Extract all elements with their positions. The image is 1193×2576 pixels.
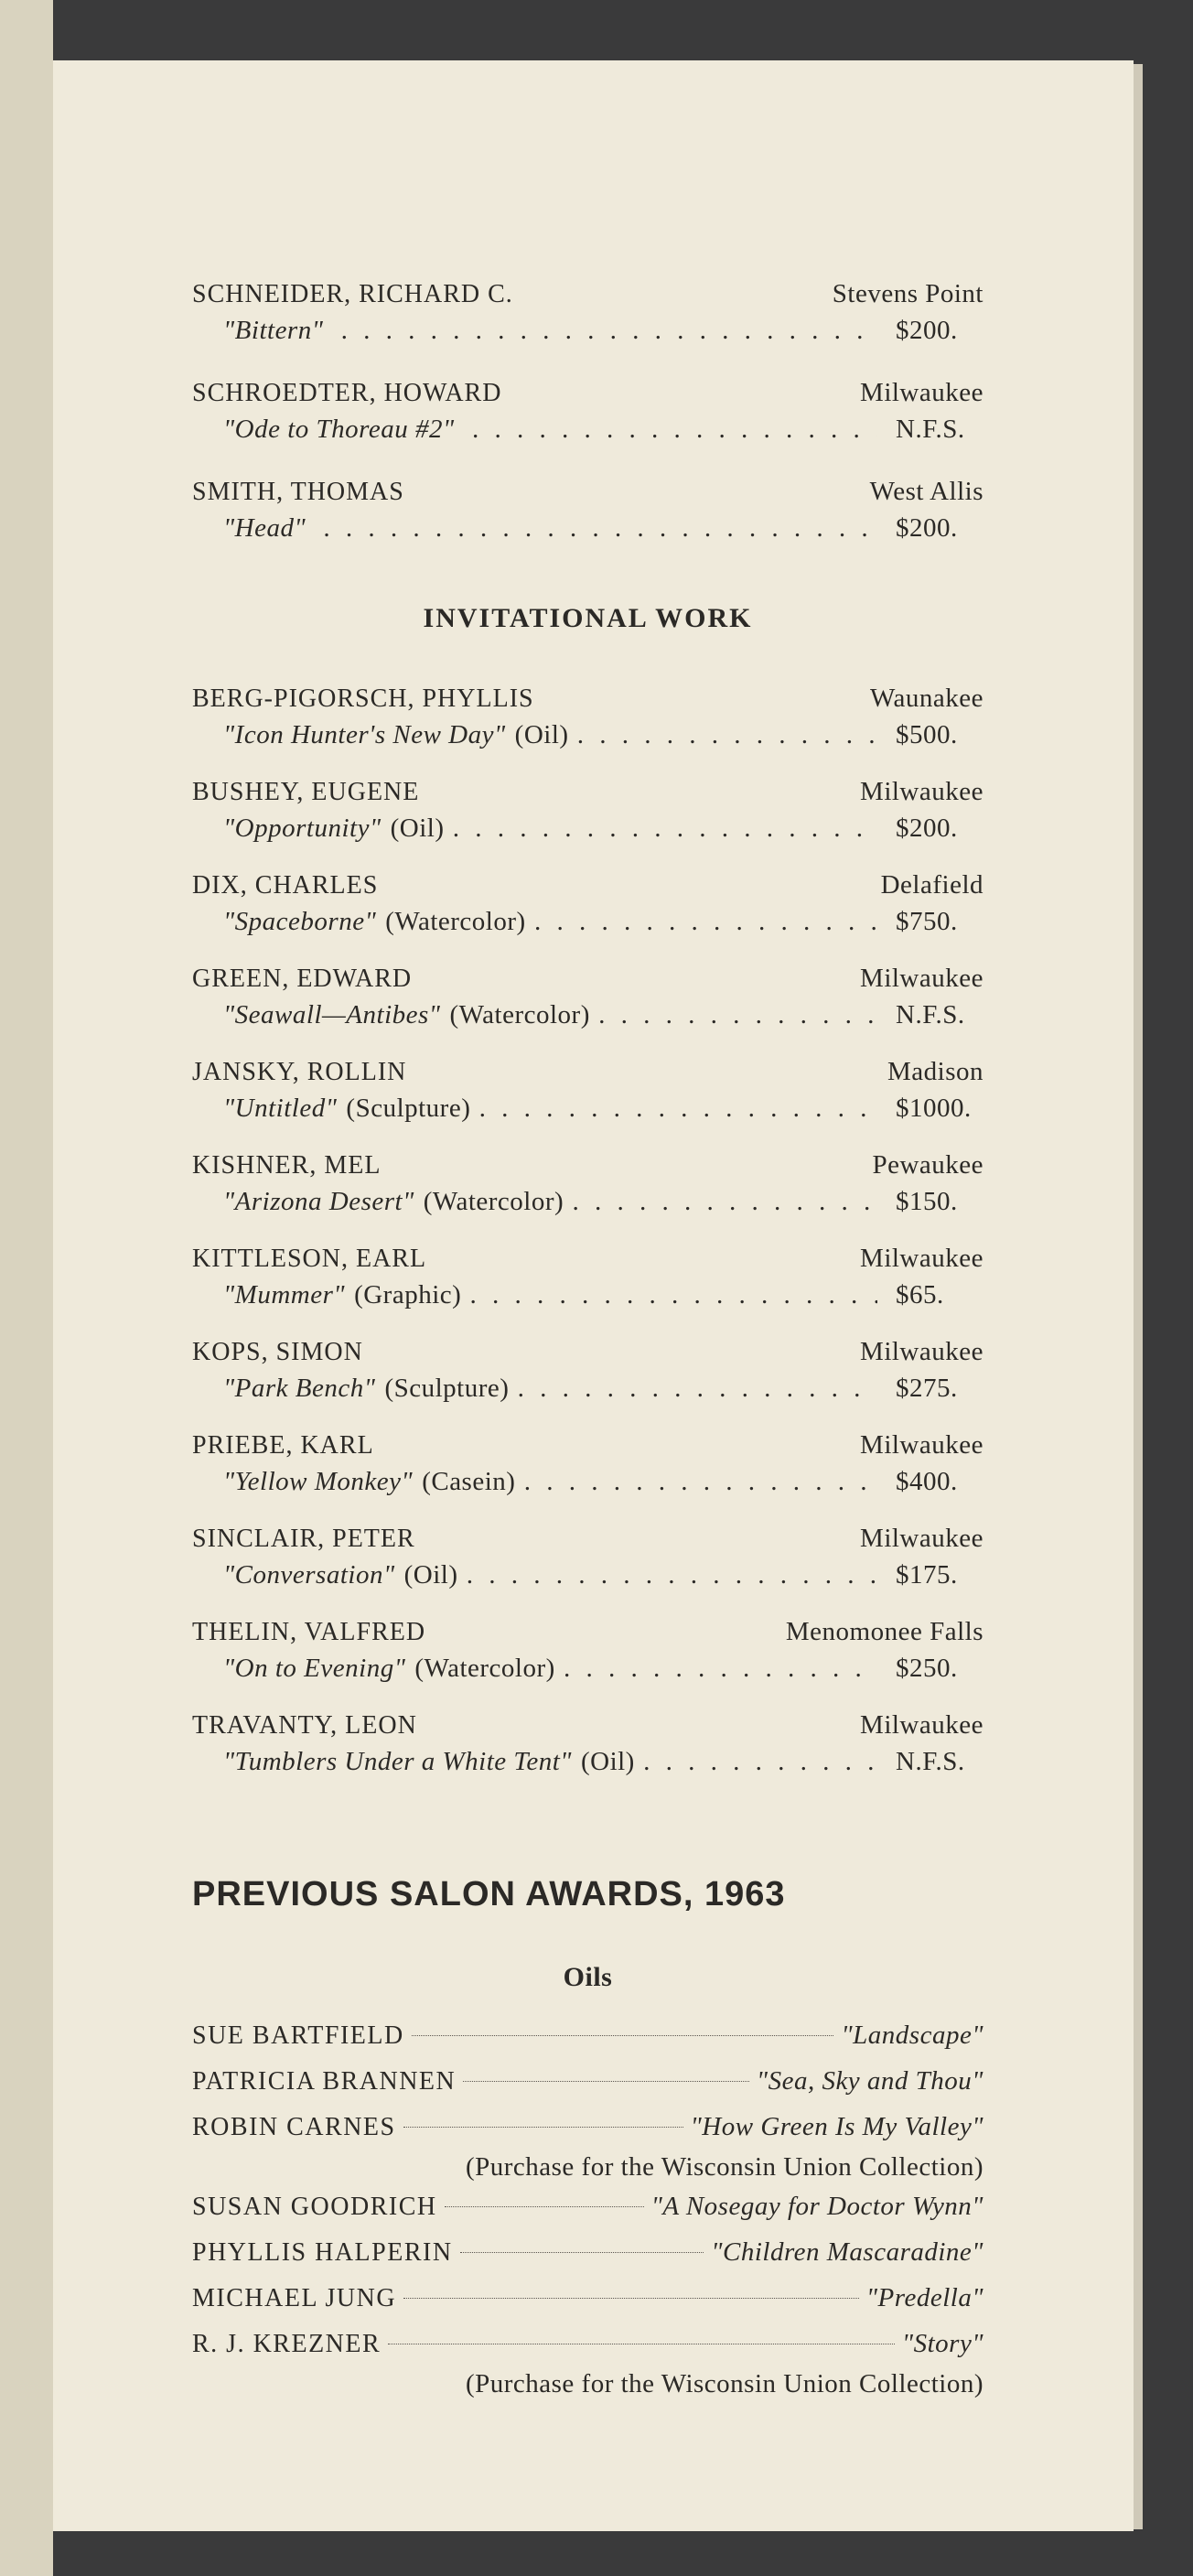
award-row bbox=[192, 2192, 983, 2237]
page-content bbox=[192, 279, 983, 2409]
work-medium: (Casein) bbox=[422, 1467, 516, 1496]
artist-name: KITTLESON, EARL bbox=[192, 1245, 427, 1273]
entry-header bbox=[192, 777, 983, 814]
work-title: "Ode to Thoreau #2" bbox=[223, 415, 455, 444]
work-price: $250. bbox=[896, 1654, 958, 1683]
work-title: "Head" bbox=[223, 513, 306, 543]
leader-line bbox=[403, 2298, 859, 2299]
work-title: "Untitled" bbox=[223, 1094, 338, 1123]
entry bbox=[192, 684, 983, 757]
leader-dots bbox=[518, 1374, 877, 1404]
entry-header bbox=[192, 1244, 983, 1280]
work-title: "Arizona Desert" bbox=[223, 1187, 414, 1216]
work-price: $200. bbox=[896, 814, 958, 843]
work-price: $150. bbox=[896, 1187, 958, 1216]
artist-name: THELIN, VALFRED bbox=[192, 1618, 426, 1646]
entry-header bbox=[192, 684, 983, 720]
leader-line bbox=[445, 2206, 644, 2207]
work-medium: (Oil) bbox=[514, 720, 569, 749]
leader-dots bbox=[599, 1000, 877, 1030]
entry bbox=[192, 1244, 983, 1317]
leader-dots bbox=[454, 814, 877, 844]
award-winner-name: MICHAEL JUNG bbox=[192, 2284, 397, 2312]
artist-name: BERG-PIGORSCH, PHYLLIS bbox=[192, 684, 534, 713]
entry bbox=[192, 1337, 983, 1410]
work-medium: (Oil) bbox=[390, 814, 445, 843]
entry bbox=[192, 777, 983, 850]
entry-header bbox=[192, 1150, 983, 1187]
awards-subheading: Oils bbox=[563, 1962, 613, 1992]
award-work-title: "Predella" bbox=[865, 2283, 983, 2312]
awards-heading: PREVIOUS SALON AWARDS, 1963 bbox=[192, 1875, 786, 1913]
work-price: N.F.S. bbox=[896, 1000, 965, 1029]
leader-dots bbox=[524, 1467, 877, 1497]
work-price: $400. bbox=[896, 1467, 958, 1496]
award-row bbox=[192, 2021, 983, 2066]
work-title: "Yellow Monkey" bbox=[223, 1467, 414, 1496]
work-price: $175. bbox=[896, 1560, 958, 1590]
award-work-title: "Sea, Sky and Thou" bbox=[756, 2066, 983, 2096]
entry bbox=[192, 1524, 983, 1597]
work-medium: (Watercolor) bbox=[449, 1000, 590, 1029]
leader-dots bbox=[324, 513, 877, 544]
leader-dots bbox=[470, 1280, 877, 1310]
entry-work bbox=[192, 1747, 983, 1784]
artist-location: Milwaukee bbox=[860, 1244, 983, 1273]
leader-dots bbox=[573, 1187, 877, 1217]
artist-location: Waunakee bbox=[869, 684, 983, 713]
entry-work bbox=[192, 1280, 983, 1317]
artist-name: JANSKY, ROLLIN bbox=[192, 1058, 407, 1086]
award-work-title: "Landscape" bbox=[841, 2021, 983, 2050]
artist-location: Milwaukee bbox=[860, 1337, 983, 1366]
work-medium: (Oil) bbox=[403, 1560, 458, 1590]
adjacent-page-edge bbox=[0, 0, 53, 2576]
work-price: N.F.S. bbox=[896, 415, 965, 444]
entry bbox=[192, 870, 983, 943]
entry-work bbox=[192, 513, 983, 550]
work-title: "Spaceborne" bbox=[223, 907, 377, 936]
artist-location: Milwaukee bbox=[860, 964, 983, 993]
leader-dots bbox=[644, 1747, 877, 1777]
artist-name: SCHNEIDER, RICHARD C. bbox=[192, 280, 513, 308]
entry-work bbox=[192, 1467, 983, 1504]
work-medium: (Watercolor) bbox=[414, 1654, 555, 1683]
award-winner-name: PHYLLIS HALPERIN bbox=[192, 2238, 453, 2267]
artist-location: Milwaukee bbox=[860, 1710, 983, 1740]
artist-name: GREEN, EDWARD bbox=[192, 965, 413, 993]
work-title: "Opportunity" bbox=[223, 814, 382, 843]
entry bbox=[192, 1057, 983, 1130]
work-price: N.F.S. bbox=[896, 1747, 965, 1776]
award-row bbox=[192, 2237, 983, 2283]
work-title: "Bittern" bbox=[223, 316, 324, 345]
artist-location: West Allis bbox=[869, 477, 983, 506]
leader-dots bbox=[564, 1654, 877, 1684]
leader-dots bbox=[578, 720, 877, 750]
entry bbox=[192, 378, 983, 451]
artist-name: SCHROEDTER, HOWARD bbox=[192, 379, 502, 407]
award-work-title: "How Green Is My Valley" bbox=[690, 2112, 983, 2141]
award-note: (Purchase for the Wisconsin Union Collection) bbox=[465, 2369, 983, 2398]
entry-header bbox=[192, 1617, 983, 1654]
invitational-list bbox=[192, 684, 983, 1784]
leader-dots bbox=[473, 415, 877, 445]
entry-work bbox=[192, 1094, 983, 1130]
artist-location: Milwaukee bbox=[860, 1430, 983, 1460]
artist-name: KOPS, SIMON bbox=[192, 1338, 363, 1366]
award-winner-name: R. J. KREZNER bbox=[192, 2330, 382, 2358]
artist-name: SMITH, THOMAS bbox=[192, 478, 404, 506]
entry bbox=[192, 1617, 983, 1690]
entry-work bbox=[192, 720, 983, 757]
leader-dots bbox=[535, 907, 877, 937]
award-row bbox=[192, 2283, 983, 2329]
artist-location: Delafield bbox=[880, 870, 983, 900]
leader-line bbox=[460, 2252, 704, 2253]
entry-work bbox=[192, 1000, 983, 1037]
entry-header bbox=[192, 378, 983, 415]
work-medium: (Sculpture) bbox=[346, 1094, 471, 1123]
artist-location: Pewaukee bbox=[872, 1150, 983, 1180]
entry-work bbox=[192, 907, 983, 943]
entry bbox=[192, 1710, 983, 1784]
entry bbox=[192, 1150, 983, 1223]
leader-line bbox=[403, 2127, 683, 2128]
award-winner-name: ROBIN CARNES bbox=[192, 2113, 396, 2141]
work-price: $200. bbox=[896, 316, 958, 345]
entry-header bbox=[192, 1430, 983, 1467]
artist-name: BUSHEY, EUGENE bbox=[192, 778, 420, 806]
work-price: $1000. bbox=[896, 1094, 972, 1123]
work-title: "Conversation" bbox=[223, 1560, 395, 1590]
award-work-title: "Story" bbox=[901, 2329, 983, 2358]
entries-list bbox=[192, 279, 983, 550]
artist-name: SINCLAIR, PETER bbox=[192, 1525, 415, 1553]
leader-dots bbox=[341, 316, 877, 346]
leader-dots bbox=[479, 1094, 877, 1124]
entry-work bbox=[192, 415, 983, 451]
artist-location: Milwaukee bbox=[860, 1524, 983, 1553]
artist-location: Menomonee Falls bbox=[785, 1617, 983, 1646]
leader-dots bbox=[468, 1560, 877, 1590]
work-price: $500. bbox=[896, 720, 958, 749]
award-row bbox=[192, 2112, 983, 2158]
entry-header bbox=[192, 1057, 983, 1094]
work-title: "Seawall—Antibes" bbox=[223, 1000, 441, 1029]
entry-header bbox=[192, 1524, 983, 1560]
work-title: "Tumblers Under a White Tent" bbox=[223, 1747, 572, 1776]
award-work-title: "Children Mascaradine" bbox=[711, 2237, 983, 2267]
work-medium: (Oil) bbox=[580, 1747, 635, 1776]
entry bbox=[192, 477, 983, 550]
award-winner-name: SUE BARTFIELD bbox=[192, 2021, 404, 2050]
leader-line bbox=[412, 2035, 834, 2036]
entry-work bbox=[192, 1374, 983, 1410]
award-work-title: "A Nosegay for Doctor Wynn" bbox=[650, 2192, 983, 2221]
work-title: "On to Evening" bbox=[223, 1654, 406, 1683]
award-note: (Purchase for the Wisconsin Union Collection) bbox=[465, 2152, 983, 2182]
entry bbox=[192, 964, 983, 1037]
artist-location: Milwaukee bbox=[860, 378, 983, 407]
entry-work bbox=[192, 1560, 983, 1597]
entry-header bbox=[192, 964, 983, 1000]
work-price: $200. bbox=[896, 513, 958, 543]
artist-location: Madison bbox=[887, 1057, 983, 1086]
award-winner-name: PATRICIA BRANNEN bbox=[192, 2067, 457, 2096]
invitational-heading: INVITATIONAL WORK bbox=[423, 603, 753, 633]
entry-work bbox=[192, 1654, 983, 1690]
entry-header bbox=[192, 279, 983, 316]
artist-name: PRIEBE, KARL bbox=[192, 1431, 374, 1460]
work-price: $750. bbox=[896, 907, 958, 936]
artist-location: Stevens Point bbox=[832, 279, 983, 308]
awards-list bbox=[192, 2021, 983, 2399]
award-row bbox=[192, 2329, 983, 2375]
work-title: "Icon Hunter's New Day" bbox=[223, 720, 506, 749]
award-winner-name: SUSAN GOODRICH bbox=[192, 2193, 437, 2221]
work-price: $275. bbox=[896, 1374, 958, 1403]
artist-location: Milwaukee bbox=[860, 777, 983, 806]
entry-work bbox=[192, 814, 983, 850]
entry-work bbox=[192, 1187, 983, 1223]
leader-line bbox=[463, 2081, 749, 2082]
entry-header bbox=[192, 870, 983, 907]
page-edge-shadow bbox=[1134, 64, 1143, 2529]
entry bbox=[192, 1430, 983, 1504]
entry-header bbox=[192, 1337, 983, 1374]
entry-work bbox=[192, 316, 983, 352]
work-price: $65. bbox=[896, 1280, 944, 1310]
work-title: "Park Bench" bbox=[223, 1374, 376, 1403]
entry-header bbox=[192, 477, 983, 513]
entry bbox=[192, 279, 983, 352]
artist-name: TRAVANTY, LEON bbox=[192, 1711, 417, 1740]
work-medium: (Graphic) bbox=[354, 1280, 462, 1310]
entry-header bbox=[192, 1710, 983, 1747]
award-row bbox=[192, 2066, 983, 2112]
work-medium: (Watercolor) bbox=[423, 1187, 564, 1216]
work-medium: (Watercolor) bbox=[385, 907, 526, 936]
artist-name: DIX, CHARLES bbox=[192, 871, 379, 900]
work-medium: (Sculpture) bbox=[384, 1374, 510, 1403]
work-title: "Mummer" bbox=[223, 1280, 346, 1310]
artist-name: KISHNER, MEL bbox=[192, 1151, 382, 1180]
